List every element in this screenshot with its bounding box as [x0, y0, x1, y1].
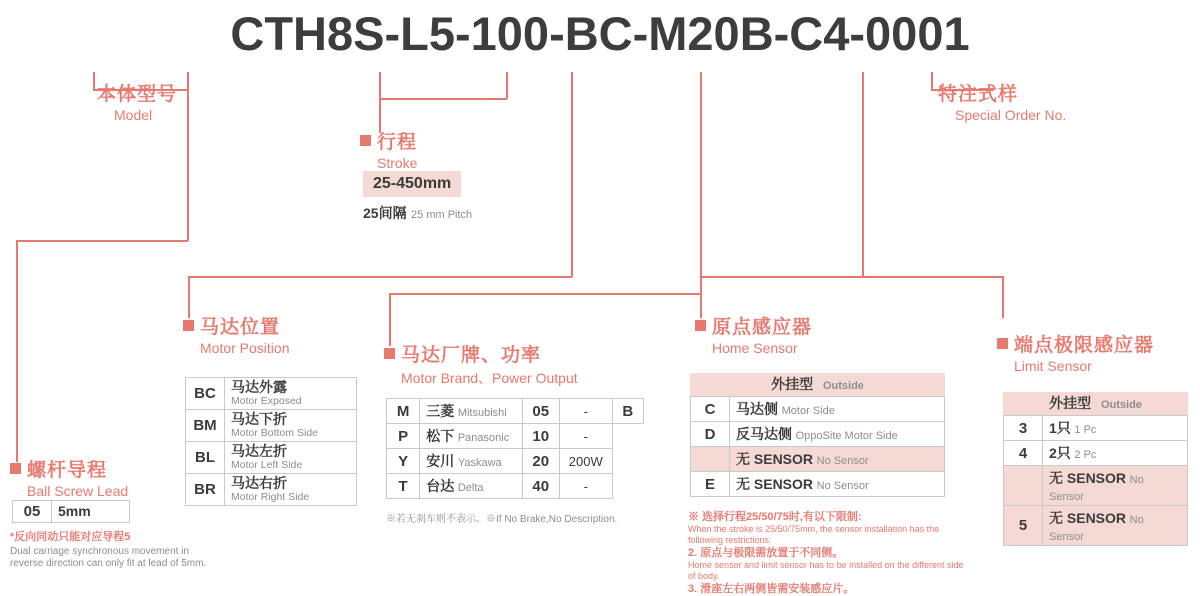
section-model-title-en: Model — [114, 107, 153, 123]
limit-value: 无 SENSOR No Sensor — [1043, 506, 1188, 546]
limit-band-cn: 外挂型 — [1049, 395, 1092, 411]
code-segment-6: 0001 — [865, 7, 970, 60]
ball-screw-lead-table — [12, 500, 130, 523]
home-value: 无 SENSOR No Sensor — [730, 472, 945, 497]
bullet-square-icon — [360, 135, 371, 146]
brake-code — [612, 474, 643, 499]
home-sensor-type-band — [690, 373, 945, 396]
home-sensor-notes — [688, 511, 968, 596]
code-separator: - — [849, 7, 866, 60]
stroke-pitch-cn: 25间隔 — [363, 205, 407, 221]
section-model — [97, 79, 177, 123]
leader-line-lead-down — [16, 240, 18, 462]
limit-key: 4 — [1004, 441, 1043, 466]
code-separator: - — [632, 7, 649, 60]
home-key — [691, 447, 730, 472]
bullet-square-icon — [384, 348, 395, 359]
leader-line-lead-v2 — [187, 89, 189, 241]
power-code: 40 — [522, 474, 559, 499]
bullet-square-icon — [10, 463, 21, 474]
brand-name: 安川 Yaskawa — [420, 449, 522, 474]
limit-band-en: Outside — [1100, 399, 1142, 411]
section-stroke-title-cn: 行程 — [377, 132, 418, 153]
leader-line-home-horizontal — [700, 276, 863, 278]
table-row — [387, 424, 644, 449]
section-home-title-cn: 原点感应器 — [712, 317, 813, 338]
table-row — [186, 442, 357, 474]
stroke-value-box — [363, 171, 461, 197]
stroke-value: 25-450mm — [363, 171, 461, 197]
section-limit-title-en: Limit Sensor — [1014, 358, 1092, 374]
leader-line-brand-down — [389, 293, 391, 346]
section-special-order — [938, 79, 1066, 123]
table-row — [387, 399, 644, 424]
section-brand-title-cn: 马达厂牌、功率 — [401, 345, 542, 366]
section-special-title-cn: 特注式样 — [938, 84, 1019, 105]
section-motor-position — [183, 312, 289, 356]
leader-line-home-vertical — [862, 72, 864, 277]
limit-key — [1004, 466, 1043, 506]
motorpos-value: 马达下折 Motor Bottom Side — [225, 410, 357, 442]
home-band-cn: 外挂型 — [771, 376, 814, 392]
model-code — [0, 6, 1200, 61]
motorpos-key: BL — [186, 442, 225, 474]
home-key: E — [691, 472, 730, 497]
brand-name: 松下 Panasonic — [420, 424, 522, 449]
motorpos-value: 马达外露 Motor Exposed — [225, 378, 357, 410]
home-note-1-cn: 2. 原点与极限需放置于不同侧。 — [688, 547, 844, 559]
code-segment-2: 100 — [470, 7, 550, 60]
leader-line-model-vertical — [93, 72, 95, 90]
lead-key: 05 — [13, 501, 52, 523]
brake-code — [612, 449, 643, 474]
section-motorpos-title-en: Motor Position — [200, 340, 290, 356]
home-key: C — [691, 397, 730, 422]
section-limit-title-cn: 端点极限感应器 — [1014, 335, 1155, 356]
table-row — [1004, 416, 1188, 441]
leader-line-motorpos-vertical — [571, 72, 573, 277]
brand-key: Y — [387, 449, 420, 474]
home-note-0-en: When the stroke is 25/50/75mm, the sensor installation has the following restrictions: — [688, 524, 940, 545]
table-row — [186, 378, 357, 410]
motorpos-value: 马达左折 Motor Left Side — [225, 442, 357, 474]
code-segment-1: L5 — [400, 7, 455, 60]
table-row — [691, 447, 945, 472]
home-note-0-cn: ※ 选择行程25/50/75时,有以下限制: — [688, 511, 862, 523]
brand-key: P — [387, 424, 420, 449]
power-code: 05 — [522, 399, 559, 424]
lead-note-cn: *反向同动只能对应导程5 — [10, 531, 131, 543]
code-segment-3: BC — [564, 7, 633, 60]
leader-line-motorpos-horizontal — [188, 276, 572, 278]
table-row — [691, 397, 945, 422]
stroke-pitch-note — [363, 203, 472, 223]
home-note-2-cn: 3. 滑座左右两侧皆需安装感应片。 — [688, 583, 855, 595]
home-band-en: Outside — [822, 380, 864, 392]
home-value: 马达侧 Motor Side — [730, 397, 945, 422]
power-value: - — [559, 424, 612, 449]
code-segment-0: CTH8S — [230, 7, 385, 60]
leader-line-lead-vertical — [187, 72, 189, 90]
brand-key: T — [387, 474, 420, 499]
power-value: - — [559, 399, 612, 424]
motorpos-value: 马达右折 Motor Right Side — [225, 474, 357, 506]
motor-position-table — [185, 377, 357, 506]
limit-key: 5 — [1004, 506, 1043, 546]
home-value: 无 SENSOR No Sensor — [730, 447, 945, 472]
limit-sensor-type-band — [1003, 392, 1188, 415]
bullet-square-icon — [695, 320, 706, 331]
power-code: 20 — [522, 449, 559, 474]
table-row — [387, 474, 644, 499]
section-stroke — [360, 127, 417, 171]
leader-line-lead-h2 — [16, 240, 188, 242]
bullet-square-icon — [183, 320, 194, 331]
leader-line-limit-horizontal — [862, 276, 1003, 278]
section-motor-brand — [384, 340, 578, 388]
power-code: 10 — [522, 424, 559, 449]
leader-line-limit-down — [1002, 276, 1004, 318]
code-separator: - — [384, 7, 401, 60]
motorpos-key: BR — [186, 474, 225, 506]
section-lead-title-en: Ball Screw Lead — [27, 483, 129, 499]
code-separator: - — [773, 7, 790, 60]
leader-line-brand-horizontal — [389, 293, 701, 295]
power-value: - — [559, 474, 612, 499]
motorpos-key: BC — [186, 378, 225, 410]
home-value: 反马达侧 OppoSite Motor Side — [730, 422, 945, 447]
bullet-square-icon — [997, 338, 1008, 349]
brand-name: 三菱 Mitsubishi — [420, 399, 522, 424]
limit-value: 2只 2 Pc — [1043, 441, 1188, 466]
leader-line-special-vertical — [931, 72, 933, 90]
section-ball-screw-lead — [10, 455, 128, 499]
table-row — [691, 422, 945, 447]
lead-value: 5mm — [52, 501, 130, 523]
leader-line-stroke-vertical — [379, 72, 381, 99]
home-sensor-table — [690, 396, 945, 497]
table-row — [1004, 466, 1188, 506]
ball-screw-lead-note — [10, 531, 225, 569]
section-special-title-en: Special Order No. — [955, 107, 1067, 123]
motor-brand-note: ※若无刹车则不表示。※If No Brake,No Description. — [386, 514, 618, 525]
limit-sensor-table — [1003, 415, 1188, 546]
section-brand-title-en: Motor Brand、Power Output — [401, 370, 578, 386]
table-row — [13, 501, 130, 523]
table-row — [1004, 441, 1188, 466]
section-home-sensor — [695, 312, 812, 356]
brake-code — [612, 424, 643, 449]
stroke-pitch-en: 25 mm Pitch — [411, 209, 473, 221]
table-row — [387, 449, 644, 474]
leader-line-stroke-v2 — [506, 72, 508, 99]
code-segment-4: M20B — [648, 7, 774, 60]
brand-name: 台达 Delta — [420, 474, 522, 499]
table-row — [1004, 506, 1188, 546]
motorpos-key: BM — [186, 410, 225, 442]
code-separator: - — [549, 7, 565, 60]
brake-code: B — [612, 399, 643, 424]
limit-value: 无 SENSOR No Sensor — [1043, 466, 1188, 506]
brand-key: M — [387, 399, 420, 424]
table-row — [186, 474, 357, 506]
section-stroke-title-en: Stroke — [377, 155, 418, 171]
home-key: D — [691, 422, 730, 447]
lead-note-en: Dual carriage synchronous movement in reverse direction can only fit at lead of 5mm. — [10, 546, 207, 569]
section-motorpos-title-cn: 马达位置 — [200, 317, 281, 338]
power-value: 200W — [559, 449, 612, 474]
section-lead-title-cn: 螺杆导程 — [27, 460, 108, 481]
section-home-title-en: Home Sensor — [712, 340, 798, 356]
code-segment-5: C4 — [789, 7, 850, 60]
home-note-1-en: Home sensor and limit sensor has to be installed on the different side of body. — [688, 560, 964, 581]
leader-line-brand-vertical — [700, 72, 702, 294]
motor-brand-table — [386, 398, 644, 499]
section-limit-sensor — [997, 330, 1154, 374]
section-model-title-cn: 本体型号 — [97, 84, 178, 105]
limit-value: 1只 1 Pc — [1043, 416, 1188, 441]
table-row — [186, 410, 357, 442]
code-separator: - — [454, 7, 471, 60]
leader-line-stroke-horizontal — [379, 98, 507, 100]
table-row — [691, 472, 945, 497]
limit-key: 3 — [1004, 416, 1043, 441]
